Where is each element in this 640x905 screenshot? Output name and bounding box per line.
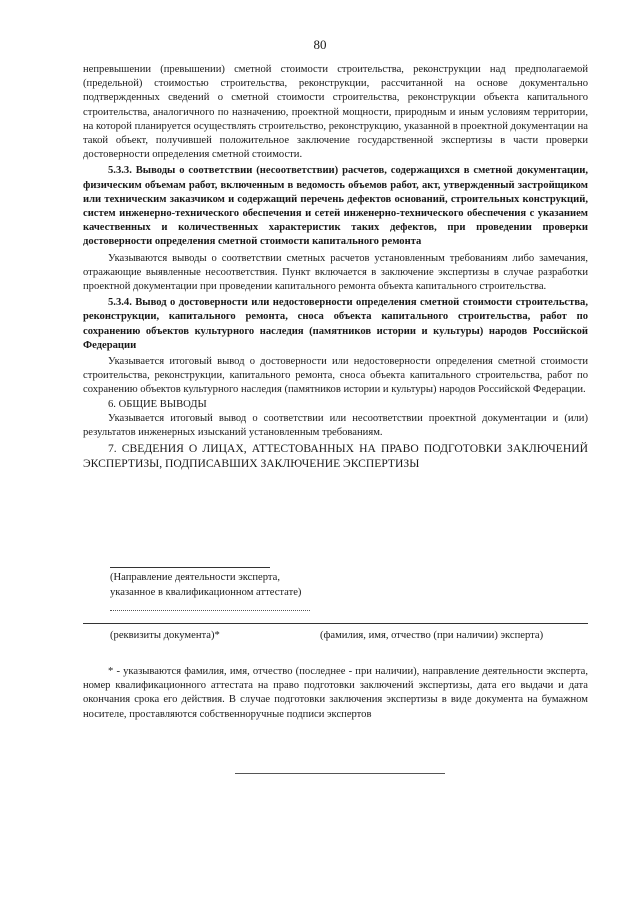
details-line <box>83 623 588 624</box>
paragraph-section-6: Указывается итоговый вывод о соответствии или несоответствии проектной документации и (или) результатов инженерных изысканий установленным требованиям. <box>83 412 588 439</box>
document-details-label: (реквизиты документа)* <box>110 630 220 641</box>
paragraph-5-3-3: Указываются выводы о соответствии сметных расчетов установленным требованиям либо замечания, отражающие выявленные несоответствия. Пункт включается в заключение экспертизы в случае разработки проектной документации при проведении капитального ремонта объекта капитального строительства. <box>83 252 588 293</box>
paragraph-5-3-4: Указывается итоговый вывод о достоверности или недостоверности определения сметной стоимости строительства, реконструкции, капитального ремонта, сноса объекта капитального строительства, работ по сохранению объектов культурного наследия (памятников истории и культуры) народов Российской Федерации. <box>83 356 588 396</box>
signature-line <box>110 567 270 568</box>
dotted-separator <box>110 610 310 611</box>
footnote-bottom-line <box>235 773 445 774</box>
heading-5-3-4: 5.3.4. Вывод о достоверности или недостоверности определения сметной стоимости строительства, реконструкции, капитального ремонта, сноса объекта капитального строительства, работ по сохранению объектов культурного наследия (памятников истории и культуры) народов Российской Федерации <box>83 297 588 351</box>
footnote: * - указываются фамилия, имя, отчество (последнее - при наличии), направление деятельности эксперта, номер квалификационного аттестата на право подготовки заключений экспертизы, дата его выдачи и дата окончания срока его действия. В случае подготовки заключения экспертизы в виде документа на бумажном носителе, проставляются собственноручные подписи экспертов <box>83 666 588 720</box>
heading-5-3-3: 5.3.3. Выводы о соответствии (несоответствии) расчетов, содержащихся в сметной документации, физическим объемам работ, включенным в ведомость объемов работ, акт, утвержденный застройщиком или техническим заказчиком и содержащий перечень дефектов оснований, строительных конструкций, систем инженерно-технического обеспечения и сетей инженерно-технического обеспечения с указанием качественных и количественных характеристик таких дефектов, при проведении проверки достоверности определения сметной стоимости капитального ремонта <box>83 165 588 248</box>
heading-section-6: 6. ОБЩИЕ ВЫВОДЫ <box>108 398 207 410</box>
paragraph-continuation: непревышении (превышении) сметной стоимости строительства, реконструкции над предполагаемой (предельной) стоимостью строительства, реконструкции, рассчитанной на основе документально подтвержденных сведений о сметной стоимости строительства, реконструкции объекта капитального строительства, аналогичного по назначению, проектной мощности, природным и иным условиям территории, на которой планируется осуществлять строительство, реконструкцию, указанной в проектной документации на такой объект, получившей положительное заключение государственной экспертизы в части проверки достоверности определения сметной стоимости. <box>83 64 588 161</box>
page-number: 80 <box>313 37 327 52</box>
heading-section-7: 7. СВЕДЕНИЯ О ЛИЦАХ, АТТЕСТОВАННЫХ НА ПРАВО ПОДГОТОВКИ ЗАКЛЮЧЕНИЙ ЭКСПЕРТИЗЫ, ПОДПИСАВШИХ ЗАКЛЮЧЕНИЕ ЭКСПЕРТИЗЫ <box>83 442 588 470</box>
expert-name-label: (фамилия, имя, отчество (при наличии) эксперта) <box>320 630 544 641</box>
expert-direction-label-2: указанное в квалификационном аттестате) <box>110 587 302 598</box>
expert-direction-label-1: (Направление деятельности эксперта, <box>110 572 281 583</box>
